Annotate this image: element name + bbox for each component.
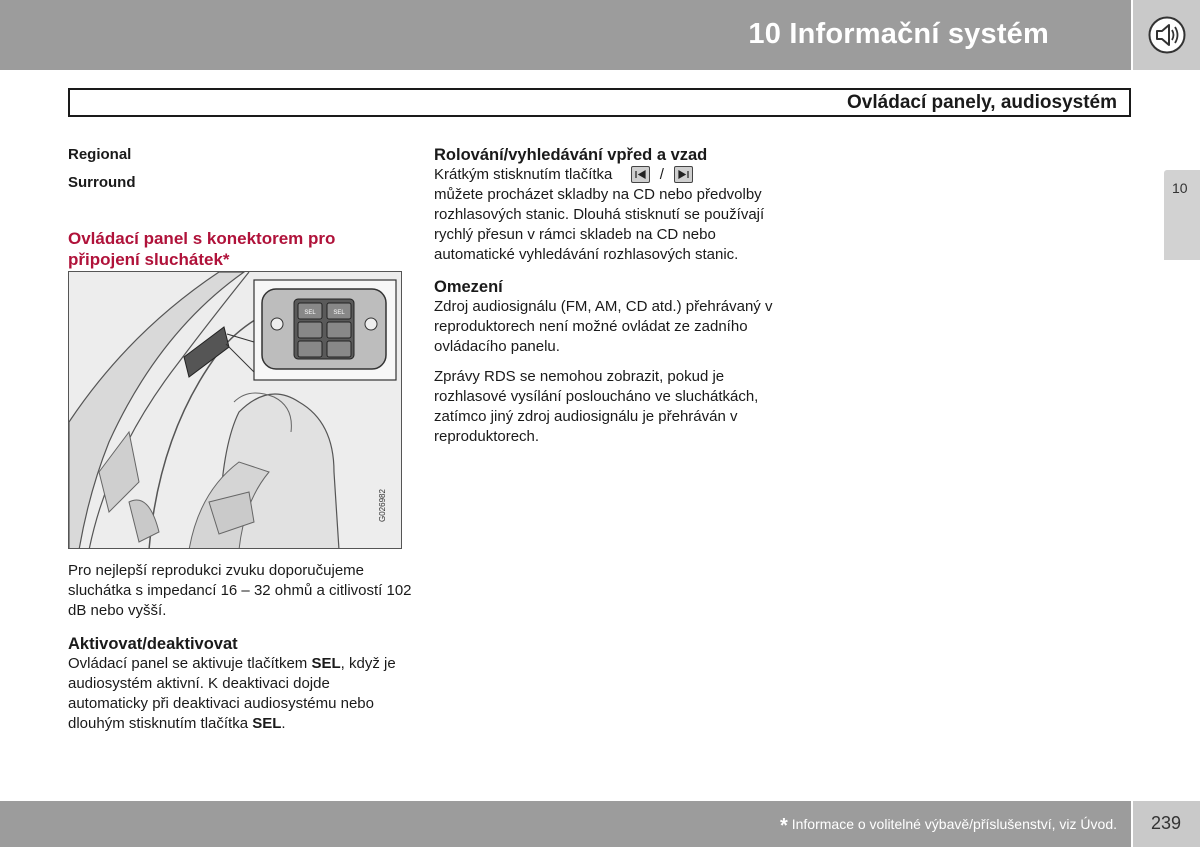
regional-label: Regional — [68, 146, 132, 163]
sel-button-label-left: SEL — [304, 310, 316, 316]
scroll-search-heading: Rolování/vyhledávání vpřed a vzad — [434, 146, 708, 164]
headphone-panel-illustration — [68, 271, 402, 549]
chapter-icon-box — [1131, 0, 1200, 70]
scroll-search-paragraph: Krátkým stisknutím tlačítka / můžete procházet skladby na CD nebo předvolby rozhlasových stanic. Dlouhá stisknutí se používají rychlý přesun v rámci skladeb na CD nebo automatické vyhledávání rozhlasových stanic. — [434, 166, 765, 263]
page-number: 239 — [1151, 813, 1182, 833]
chapter-side-tab[interactable] — [1164, 170, 1200, 260]
middle-column — [434, 145, 774, 447]
left-column-lower — [68, 561, 413, 734]
surround-label: Surround — [68, 174, 136, 191]
page-number-box — [1131, 801, 1200, 847]
footer-note: * Informace o volitelné výbavě/příslušenství, viz Úvod. — [779, 815, 1117, 837]
chapter-title: 10 Informační systém — [748, 18, 1049, 50]
previous-track-button-icon — [631, 166, 650, 183]
section-title-box — [68, 88, 1131, 117]
footer-star: * — [779, 815, 788, 837]
section-title: Ovládací panely, audiosystém — [847, 92, 1117, 113]
headphone-panel-heading: Ovládací panel s konektorem pro připojení sluchátek* — [68, 229, 336, 269]
sel-button-label-right: SEL — [333, 310, 345, 316]
activate-heading: Aktivovat/deaktivovat — [68, 635, 238, 653]
activate-paragraph: Ovládací panel se aktivuje tlačítkem SEL, když je audiosystém aktivní. K deaktivaci dojde automaticky při deaktivaci audiosystému nebo dlouhým stisknutím tlačítka SEL. — [68, 655, 396, 732]
chapter-side-tab-label: 10 — [1172, 180, 1188, 196]
speaker-icon — [1148, 16, 1186, 54]
chapter-header-bar — [0, 0, 1131, 70]
impedance-paragraph: Pro nejlepší reprodukci zvuku doporučujeme sluchátka s impedancí 16 – 32 ohmů a citlivostí 102 dB nebo vyšší. — [68, 562, 412, 619]
illustration-code: G026982 — [378, 489, 387, 522]
left-column — [68, 145, 408, 270]
limitations-paragraph-2: Zprávy RDS se nemohou zobrazit, pokud je rozhlasové vysílání posloucháno ve sluchátkách, zatímco jiný zdroj audiosignálu je přehráván v reproduktorech. — [434, 368, 759, 445]
limitations-heading: Omezení — [434, 278, 503, 296]
rear-console-drawing — [69, 272, 402, 549]
limitations-paragraph-1: Zdroj audiosignálu (FM, AM, CD atd.) přehrávaný v reproduktorech není možné ovládat ze zadního ovládacího panelu. — [434, 298, 773, 355]
next-track-button-icon — [674, 166, 693, 183]
footer-bar — [0, 801, 1131, 847]
